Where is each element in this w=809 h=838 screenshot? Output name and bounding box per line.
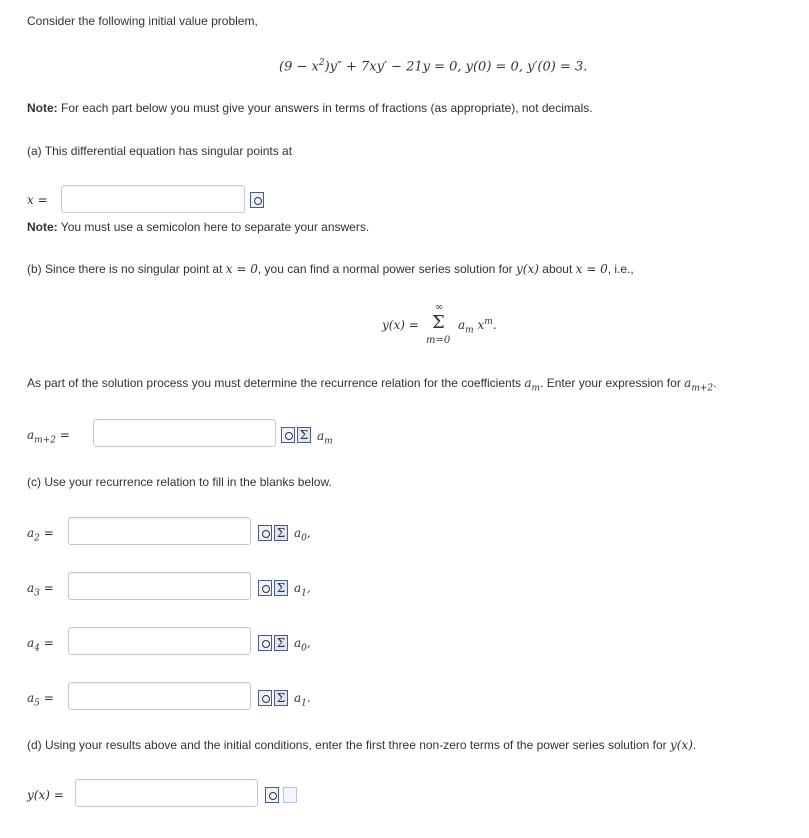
var-sup: m [484,317,493,327]
preview-icon[interactable] [258,525,272,541]
coef: a [27,581,35,595]
part-c-text: (c) Use your recurrence relation to fill in the blanks below. [27,475,332,489]
sigma-icon[interactable]: Σ [274,635,288,651]
text: (d) Using your results above and the initial conditions, enter the first three non-zero terms of the power series solution for [27,738,670,752]
note-label: Note: [27,220,58,234]
a2-input[interactable] [68,517,251,545]
math: y(x) [516,262,539,276]
coef: a [294,691,302,705]
note-fractions [27,101,593,115]
singular-points-input[interactable] [61,185,245,213]
sigma-icon[interactable]: Σ [274,690,288,706]
coef: a [294,636,302,650]
sigma-symbol: Σ [432,312,445,333]
punct: , [306,581,311,595]
a3-label: $a_3$ = [27,581,54,599]
math: a [684,376,692,390]
coef-sub: 1 [301,588,307,599]
period: . [492,318,497,332]
var: x [473,318,485,332]
a4-input[interactable] [68,627,251,655]
math: x = 0 [575,262,608,276]
a2-label: $a_2$ = [27,526,54,544]
equals: = [55,428,70,442]
a4-suffix [294,636,311,653]
coef-sub: 1 [301,698,307,709]
a5-label: $a_5$ = [27,691,54,709]
recurrence-input[interactable] [93,419,276,447]
math: a [524,376,532,390]
text: , i.e., [607,262,634,276]
equation-part: )y″ + 7xy′ − 21y = 0, y(0) = 0, y′(0) = 3. [324,59,588,75]
coef: a [294,581,302,595]
a4-label: $a_4$ = [27,636,54,654]
preview-icon[interactable] [265,787,279,803]
sigma-icon[interactable]: Σ [274,525,288,541]
coef: a [27,526,35,540]
coef-sub: 0 [301,533,307,544]
coef-sub: m+2 [34,435,56,446]
preview-icon[interactable] [258,580,272,596]
part-d-label: y(x) = [27,788,64,802]
equation-exponent: 2 [318,58,325,68]
sigma-icon[interactable]: Σ [274,580,288,596]
coef-sub: 5 [34,698,40,709]
note-text: For each part below you must give your answers in terms of fractions (as appropriate), not decimals. [57,101,593,115]
ivp-equation [279,58,587,74]
a2-suffix [294,526,311,543]
note-semicolon [27,220,369,234]
preview-icon[interactable] [281,427,295,443]
series-solution-input[interactable] [75,779,258,807]
part-b-text [27,262,634,276]
coef: a [294,526,302,540]
math: x = 0 [225,262,258,276]
coef-sub: m [465,325,474,336]
preview-icon[interactable] [258,635,272,651]
series-lhs: y(x) = [382,318,419,332]
note-label: Note: [27,101,58,115]
coef-sub: 4 [34,643,40,654]
series-upper-limit: ∞ [435,302,444,313]
preview-icon[interactable] [250,192,264,208]
part-d-text [27,738,696,752]
text: . Enter your expression for [540,376,685,390]
series-term [458,317,497,335]
note-text: You must use a semicolon here to separate your answers. [57,220,370,234]
math: y(x) [669,738,693,752]
a5-suffix [294,691,311,708]
coef-sub: 2 [34,533,40,544]
text: . [713,376,717,390]
coef-sub: 3 [34,588,40,599]
coef-sub: 0 [301,643,307,654]
coef: a [27,636,35,650]
text: . [692,738,697,752]
power-series-formula [382,302,532,352]
recurrence-suffix [317,429,333,446]
series-lower-limit: m=0 [426,335,451,346]
punct: , [306,636,311,650]
text: about [538,262,576,276]
help-doc-icon[interactable] [283,787,297,803]
recurrence-label [27,428,70,445]
coef: a [27,691,35,705]
preview-icon[interactable] [258,690,272,706]
a3-input[interactable] [68,572,251,600]
coef: a [317,429,325,443]
math-sub: m+2 [691,383,714,394]
punct: , [306,526,311,540]
a3-suffix [294,581,311,598]
recurrence-text [27,376,716,393]
punct: . [306,691,311,705]
coef: a [27,428,35,442]
equation-part: (9 − x [279,59,319,75]
coef: a [458,318,466,332]
coef-sub: m [324,436,333,447]
part-a-text: (a) This differential equation has singular points at [27,144,293,158]
a5-input[interactable] [68,682,251,710]
math-sub: m [531,383,541,394]
intro-text: Consider the following initial value problem, [27,14,258,28]
text: (b) Since there is no singular point at [27,262,226,276]
part-a-label: x = [27,193,48,207]
text: As part of the solution process you must determine the recurrence relation for the coefficients [27,376,525,390]
sigma-icon[interactable]: Σ [297,427,311,443]
text: , you can find a normal power series solution for [257,262,517,276]
